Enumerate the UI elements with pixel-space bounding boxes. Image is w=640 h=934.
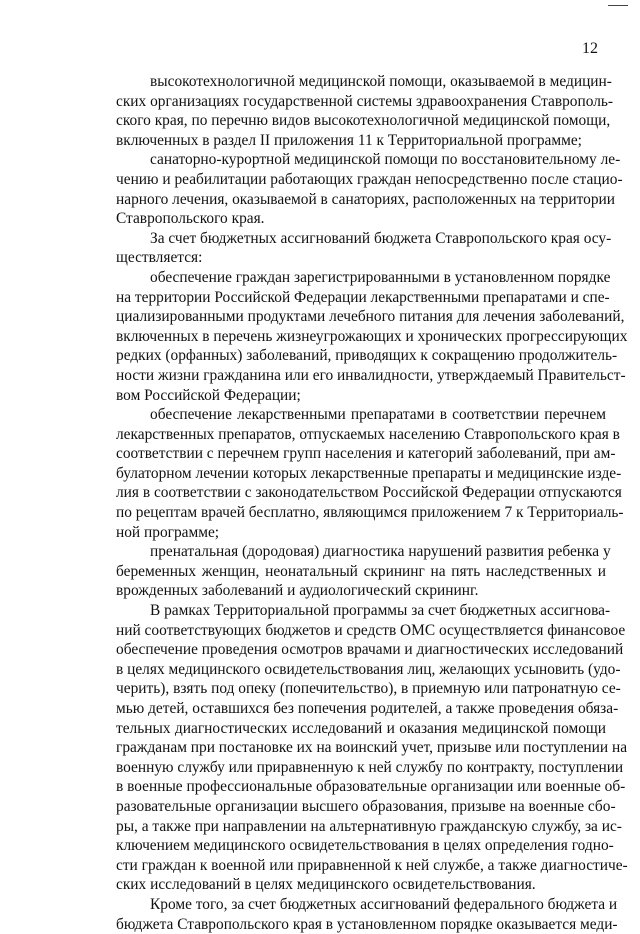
paragraph (116, 895, 618, 934)
text-line: мью детей, оставшихся без попечения родителей, а также проведения обяза- (116, 700, 619, 717)
text-line: пренатальная (дородовая) диагностика нарушений развития ребенка у (150, 543, 611, 561)
paragraph (116, 542, 611, 601)
text-line: включенных в раздел II приложения 11 к Территориальной программе; (116, 131, 582, 149)
paragraph (116, 72, 614, 150)
text-line: лия в соответствии с законодательством Российской Федерации отпускаются (116, 484, 622, 502)
text-line: ских организациях государственной системы здравоохранения Ставрополь- (116, 92, 614, 110)
text-line: За счет бюджетных ассигнований бюджета Ставропольского края осу- (150, 229, 612, 247)
text-line: редких (орфанных) заболеваний, приводящих к сокращению продолжитель- (116, 347, 618, 365)
paragraph (116, 150, 623, 228)
text-line: обеспечение граждан зарегистрированными в установленном порядке (150, 268, 611, 286)
text-line: ности жизни гражданина или его инвалидности, утверждаемый Правительст- (116, 366, 626, 384)
top-edge-mark (608, 5, 628, 6)
text-line: лекарственных препаратов, отпускаемых населению Ставропольского края в (116, 425, 620, 443)
text-line: гражданам при постановке их на воинский учет, призыве или поступлении на (116, 739, 628, 757)
text-line: высокотехнологичной медицинской помощи, оказываемой в медицин- (150, 73, 612, 90)
text-line: нарного лечения, оказываемой в санаториях, расположенных на территории (116, 190, 615, 208)
text-line: вом Российской Федерации; (116, 386, 301, 404)
text-line: чению и реабилитации работающих граждан непосредственно после стацио- (116, 170, 623, 188)
text-line: военную службу или приравненную к ней службу по контракту, поступлении (116, 758, 624, 776)
text-line: в целях медицинского освидетельствования лиц, желающих усыновить (удо- (116, 660, 621, 678)
text-line: соответствии с перечнем групп населения и категорий заболеваний, при ам- (116, 445, 616, 463)
text-line: врожденных заболеваний и аудиологический скрининг. (116, 582, 479, 600)
paragraph (116, 405, 624, 542)
paragraph (116, 268, 628, 405)
text-line: циализированными продуктами лечебного питания для лечения заболеваний, (116, 308, 625, 326)
text-line: тельных диагностических исследований и оказания медицинской помощи (116, 719, 606, 737)
text-line: ной программе; (116, 523, 220, 541)
text-line: обеспечение лекарственными препаратами в соответствии перечнем (150, 406, 606, 424)
text-line: на территории Российской Федерации лекарственными препаратами и спе- (116, 288, 610, 306)
text-line: ских исследований в целях медицинского освидетельствования. (116, 876, 536, 894)
text-line: ключением медицинского освидетельствования в целях определения годно- (116, 837, 614, 855)
text-line: ний соответствующих бюджетов и средств ОМС осуществляется финансовое (116, 621, 626, 639)
text-line: Кроме того, за счет бюджетных ассигнований федерального бюджета и (150, 895, 618, 913)
text-line: ществляется: (116, 249, 203, 267)
text-line: ры, а также при направлении на альтернативную гражданскую службу, за ис- (116, 817, 622, 835)
text-line: черить), взять под опеку (попечительство), в приемную или патронатную се- (116, 680, 621, 698)
text-line: сти граждан к военной или приравненной к ней службе, а также диагностиче- (116, 856, 628, 874)
body-text (116, 72, 628, 934)
text-line: бюджета Ставропольского края в установленном порядке оказывается меди- (116, 915, 618, 933)
text-line: в военные профессиональные образовательные организации или военные об- (116, 778, 626, 796)
page-number: 12 (582, 40, 598, 57)
text-line: Ставропольского края. (116, 210, 265, 228)
text-line: булаторном лечении которых лекарственные препараты и медицинские изде- (116, 464, 622, 482)
paragraph (116, 229, 612, 268)
text-line: обеспечение проведения осмотров врачами и диагностических исследований (116, 641, 624, 659)
text-line: разовательные организации высшего образования, призыве на военные сбо- (116, 797, 616, 815)
text-line: санаторно-курортной медицинской помощи по восстановительному ле- (150, 151, 621, 169)
text-line: ского края, по перечню видов высокотехнологичной медицинской помощи, (116, 112, 611, 130)
text-line: включенных в перечень жизнеугрожающих и хронических прогрессирующих (116, 327, 628, 345)
text-line: беременных женщин, неонатальный скрининг на пять наследственных и (116, 562, 606, 580)
text-line: по рецептам врачей бесплатно, являющимся приложением 7 к Территориаль- (116, 504, 624, 522)
text-line: В рамках Территориальной программы за счет бюджетных ассигнова- (150, 602, 611, 620)
paragraph (116, 601, 628, 895)
